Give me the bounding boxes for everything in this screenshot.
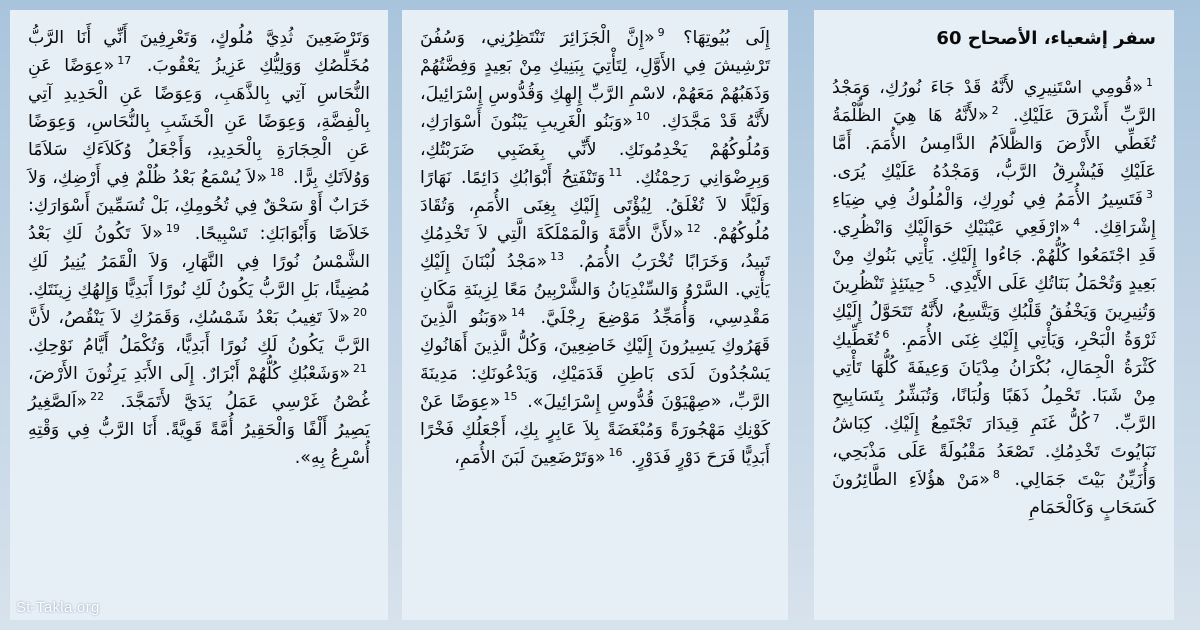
text-column-middle	[402, 10, 788, 620]
verse-text: «عِوَضًا عَنِ النُّحَاسِ آتِي بِالذَّهَبِ، وَعِوَضًا عَنِ الْحَدِيدِ آتِي بِالْفِضَّةِ، وَعِوَضًا عَنِ الْخَشَبِ بِالنُّحَاسِ، وَعِوَضًا عَنِ الْحِجَارَةِ بِالْحَدِيدِ، وَأَجْعَلُ وُكَلاَءَكِ سَلاَمًا وَوُلاَتَكِ بِرًّا.	[28, 56, 371, 188]
verse-text: إِلَى بُيُوتِهَا؟	[683, 28, 770, 48]
verse-number: 16	[608, 446, 623, 460]
verse-number: 10	[635, 110, 650, 124]
verse-number: 2	[991, 104, 999, 118]
verse-text: «لاَ تَغِيبُ بَعْدُ شَمْسُكِ، وَقَمَرُكِ لاَ يَنْقُصُ، لأَنَّ الرَّبَّ يَكُونُ لَكِ نُورًا أَبَدِيًّا، وَتُكْمَلُ أَيَّامُ نَوْحِكِ.	[28, 308, 370, 356]
verse-number: 6	[882, 328, 890, 342]
verse-text: «قُومِي اسْتَنِيرِي لأَنَّهُ قَدْ جَاءَ نُورُكِ، وَمَجْدُ الرَّبِّ أَشْرَقَ عَلَيْكِ.	[832, 78, 1156, 126]
verse-number: 15	[503, 390, 518, 404]
verse-text: «عِوَضًا عَنْ كَوْنِكِ مَهْجُورَةً وَمُبْغَضَةً بِلاَ عَابِرٍ بِكِ، أَجْعَلُكِ فَخْرًا أَبَدِيًّا فَرَحَ دَوْرٍ فَدَوْرٍ.	[420, 392, 770, 468]
verse-number: 17	[117, 54, 132, 68]
verse-number: 12	[686, 222, 701, 236]
verse-text: «وَتَرْضَعِينَ لَبَنَ الأُمَمِ،	[454, 448, 606, 468]
verse-text: وَتَنْفَتِحُ أَبْوَابُكِ دَائِمًا. نَهَارًا وَلَيْلًا لاَ تُغْلَقُ. لِيُؤْتَى إِلَيْكِ بِغِنَى الأُمَمِ، وَتُقَادَ مُلُوكُهُمْ.	[420, 168, 770, 244]
verse-text: فَتَسِيرُ الأُمَمُ فِي نُورِكِ، وَالْمُلُوكُ فِي ضِيَاءِ إِشْرَاقِكِ.	[832, 190, 1156, 238]
verse-text: كُلُّ غَنَمِ قِيدَارَ تَجْتَمِعُ إِلَيْكِ. كِبَاشُ نَبَايُوتَ تَخْدِمُكِ. تَصْعَدُ مَقْبُولَةً عَلَى مَذْبَحِي، وَأُزَيِّنُ بَيْتَ جَمَالِي.	[832, 414, 1156, 490]
chapter-title: سفر إشعياء، الأصحاح 60	[936, 28, 1156, 49]
verse-number: 21	[353, 362, 367, 376]
verse-number: 1	[1146, 76, 1153, 90]
verse-number: 13	[550, 250, 565, 264]
verse-text: «وَشَعْبُكِ كُلُّهُمْ أَبْرَارٌ. إِلَى الأَبَدِ يَرِثُونَ الأَرْضَ، غُصْنُ غَرْسِي عَمَلُ يَدَيَّ لأَتَمَجَّدَ.	[28, 364, 370, 412]
verse-block	[28, 24, 370, 472]
verse-number: 8	[992, 468, 1000, 482]
verse-text: «مَجْدُ لُبْنَانَ إِلَيْكِ يَأْتِي. السَّرْوُ وَالسِّنْدِيَانُ وَالشَّرْبِينُ مَعًا لِزِينَةِ مَكَانِ مَقْدِسِي، وَأُمَجِّدُ مَوْضِعَ رِجْلَيَّ.	[420, 252, 771, 328]
verse-text: «ارْفَعِي عَيْنَيْكِ حَوَالَيْكِ وَانْظُرِي. قَدِ اجْتَمَعُوا كُلُّهُمْ. جَاءُوا إِلَيْكِ. يَأْتِي بَنُوكِ مِنْ بَعِيدٍ وَتُحْمَلُ بَنَاتُكِ عَلَى الأَيْدِي.	[832, 218, 1156, 294]
verse-text: «اَلصَّغِيرُ يَصِيرُ أَلْفًا وَالْحَقِيرُ أُمَّةً قَوِيَّةً. أَنَا الرَّبُّ فِي وَقْتِهِ أُسْرِعُ بِهِ».	[28, 392, 370, 468]
verse-block	[832, 74, 1156, 522]
verse-text: «لاَ يُسْمَعُ بَعْدُ ظُلْمٌ فِي أَرْضِكِ، وَلاَ خَرَابٌ أَوْ سَحْقٌ فِي تُخُومِكِ، بَلْ تُسَمِّينَ أَسْوَارَكِ: خَلاَصًا وَأَبْوَابَكِ: تَسْبِيحًا.	[28, 168, 370, 244]
verse-text: «لاَ تَكُونُ لَكِ بَعْدُ الشَّمْسُ نُورًا فِي النَّهَارِ، وَلاَ الْقَمَرُ يُنِيرُ لَكِ مُضِيئًا، بَلِ الرَّبُّ يَكُونُ لَكِ نُورًا أَبَدِيًّا وَإِلهُكِ زِينَتَكِ.	[28, 224, 370, 300]
verse-block	[420, 24, 770, 472]
verse-number: 18	[270, 166, 285, 180]
verse-number: 11	[608, 166, 623, 180]
verse-text: وَتَرْضَعِينَ ثُدِيَّ مُلُوكٍ، وَتَعْرِفِينَ أَنِّي أَنَا الرَّبُّ مُخَلِّصُكِ وَوَلِيُّكِ عَزِيزُ يَعْقُوبَ.	[28, 28, 370, 76]
verse-number: 4	[1073, 216, 1081, 230]
site-watermark: St-Takla.org	[16, 599, 100, 616]
verse-number: 14	[510, 306, 525, 320]
verse-number: 3	[1146, 188, 1153, 202]
verse-text: حِينَئِذٍ تَنْظُرِينَ وَتُنِيرِينَ وَيَخْفُقُ قَلْبُكِ وَيَتَّسِعُ، لأَنَّهُ تَتَحَوَّلُ إِلَيْكِ ثَرْوَةُ الْبَحْرِ، وَيَأْتِي إِلَيْكِ غِنَى الأُمَمِ.	[832, 274, 1156, 350]
verse-number: 9	[657, 26, 665, 40]
verse-text: «وَبَنُو الَّذِينَ قَهَرُوكِ يَسِيرُونَ إِلَيْكِ خَاضِعِينَ، وَكُلُّ الَّذِينَ أَهَانُوكِ يَسْجُدُونَ لَدَى بَاطِنِ قَدَمَيْكِ، وَيَدْعُونَكِ: مَدِينَةَ الرَّبِّ، «صِهْيَوْنَ قُدُّوسِ إِسْرَائِيلَ».	[420, 308, 771, 412]
verse-number: 22	[90, 390, 105, 404]
verse-text: «إِنَّ الْجَزَائِرَ تَنْتَظِرُنِي، وَسُفُنَ تَرْشِيشَ فِي الأَوَّلِ، لِتَأْتِيَ بِبَنِيكِ مِنْ بَعِيدٍ وَفِضَّتُهُمْ وَذَهَبُهُمْ مَعَهُمْ، لاسْمِ الرَّبِّ إِلهِكِ وَقُدُّوسِ إِسْرَائِيلَ، لأَنَّهُ قَدْ مَجَّدَكِ.	[420, 28, 770, 132]
verse-number: 20	[353, 306, 367, 320]
verse-number: 19	[165, 222, 180, 236]
verse-number: 5	[928, 272, 936, 286]
verse-text: تُغَطِّيكِ كَثْرَةُ الْجِمَالِ، بُكْرَانُ مِدْيَانَ وَعِيفَةَ كُلُّهَا تَأْتِي مِنْ شَبَا. تَحْمِلُ ذَهَبًا وَلُبَانًا، وَتُبَشِّرُ بِتَسَابِيحِ الرَّبِّ.	[832, 330, 1156, 434]
verse-number: 7	[1092, 412, 1100, 426]
text-column-left	[10, 10, 388, 620]
verse-text: «لأَنَّهُ هَا هِيَ الظُّلْمَةُ تُغَطِّي الأَرْضَ وَالظَّلاَمُ الدَّامِسُ الأُمَمَ. أَمَّا عَلَيْكِ فَيُشْرِقُ الرَّبُّ، وَمَجْدُهُ عَلَيْكِ يُرَى.	[832, 106, 1156, 182]
verse-text: «وَبَنُو الْغَرِيبِ يَبْنُونَ أَسْوَارَكِ، وَمُلُوكُهُمْ يَخْدِمُونَكِ. لأَنِّي بِغَضَبِي ضَرَبْتُكِ، وَبِرِضْوَانِي رَحِمْتُكِ.	[420, 112, 770, 188]
verse-text: «لأَنَّ الأُمَّةَ وَالْمَمْلَكَةَ الَّتِي لاَ تَخْدِمُكِ تَبِيدُ، وَخَرَابًا تُخْرَبُ الأُمَمُ.	[420, 224, 770, 272]
verse-text: «مَنْ هؤُلاَءِ الطَّائِرُونَ كَسَحَابٍ وَكَالْحَمَامِ	[832, 470, 1156, 518]
text-column-right	[814, 10, 1174, 620]
